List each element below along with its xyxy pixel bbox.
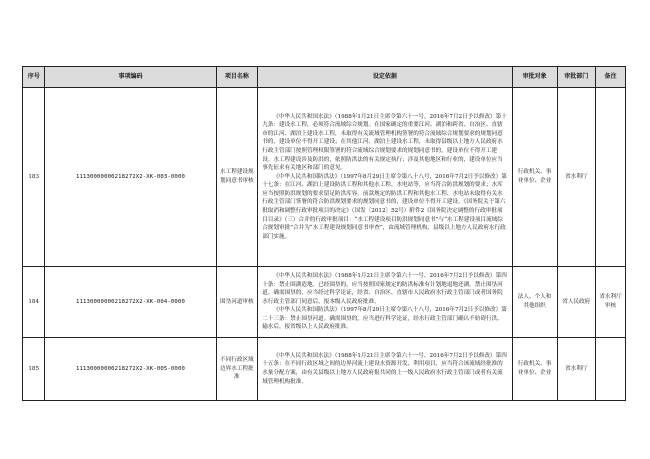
basis-paragraph: 《中华人民共和国水法》（1988年1月21日主席令第六十一号，2016年7月2日予以修改）第十九条：建设水工程，必须符合流域综合规划。在国家确定的重要江河、湖泊和跨省、自治区、直辖市的江河、湖泊上建设水工程，未取得有关流域管理机构签署的符合流域综合规划要求的规划同意书的，建设单位不得开工建设；在其他江河、湖泊上建设水工程，未取得县级以上地方人民政府水行政主管部门按照管理权限签署的符合流域综合规划要求的规划同意书的，建设单位不得开工建设。水工程建设涉及防洪的，依照防洪法的有关规定执行；涉及其他地区和行业的，建设单位应当事先征求有关地区和部门的意见。: [262, 113, 507, 172]
cell-code: 11130000000218272X2-XK-004-0000: [45, 267, 216, 338]
approval-table: [22, 66, 626, 401]
cell-basis: [258, 338, 512, 401]
cell-object: 行政机关、事业单位、企业: [512, 338, 557, 401]
cell-dept: 省人民政府: [557, 267, 595, 338]
approval-items-table: [22, 66, 626, 401]
basis-paragraph: 《中华人民共和国防洪法》（1997年8月29日主席令第八十八号，2016年7月2日予以修改）第二十三条：禁止围垦河道。确需围垦的，应当进行科学论证，经水行政主管部门确认不妨碍行洪、输水后，报省级以上人民政府批准。: [262, 307, 507, 331]
table-row: [23, 338, 626, 401]
table-header-row: [23, 67, 626, 88]
basis-paragraph: 《中华人民共和国防洪法》（1997年8月29日主席令第八十八号，2016年7月2日予以修改）第十七条：在江河、湖泊上建设防洪工程和其他水工程、水电站等，应当符合防洪规划的要求；水库应当按照防洪规划的要求留足防洪库容。前款规定的防洪工程和其他水工程、水电站未取得有关水行政主管部门签署的符合防洪规划要求的规划同意书的，建设单位不得开工建设。《国务院关于第六批取消和调整行政审批项目的决定》（国发〔2012〕52号）附件2《国务院决定调整的行政审批项目目录》（三）合并的行政审批项目：“水工程建设项目防洪规划同意书”与“水工程建设项目流域综合规划审批”合并为“水工程建设规划同意书审查”，由流域管理机构、县级以上地方人民政府水行政部门实施。: [262, 173, 507, 240]
header-name: 项目名称: [216, 67, 258, 88]
cell-note: 省水利厅审核: [596, 267, 626, 338]
header-seq: 序号: [23, 67, 45, 88]
header-dept: 审批部门: [557, 67, 595, 88]
header-code: 事项编码: [45, 67, 216, 88]
cell-object: 行政机关、事业单位、企业: [512, 88, 557, 267]
cell-seq: 183: [23, 88, 45, 267]
cell-basis: [258, 88, 512, 267]
cell-code: 11130000000218272X2-XK-003-0000: [45, 88, 216, 267]
cell-name: 水工程建设规划同意书审核: [216, 88, 258, 267]
cell-name: 围垦河道审核: [216, 267, 258, 338]
header-note: 备注: [596, 67, 626, 88]
cell-dept: 省水利厅: [557, 88, 595, 267]
cell-object: 法人、个人和其他组织: [512, 267, 557, 338]
basis-paragraph: 《中华人民共和国水法》（1988年1月21日主席令第六十一号，2016年7月2日予以修改）第四十条：禁止围湖造地。已经围垦的，应当按照国家规定的防洪标准有计划地退地还湖。禁止围垦河道。确需围垦的，应当经过科学论证，经省、自治区、直辖市人民政府水行政主管部门或者国务院水行政主管部门同意后，报本级人民政府批准。: [262, 272, 507, 305]
basis-paragraph: 《中华人民共和国水法》（1988年1月21日主席令第六十一号，2016年7月2日予以修改）第四十五条：在不同行政区域之间的边界河流上建设水资源开发、利用项目，应当符合该流域经批准的水量分配方案，由有关县级以上地方人民政府报共同的上一级人民政府水行政主管部门或者有关流域管理机构批准。: [262, 352, 507, 385]
table-row: [23, 267, 626, 338]
table-row: [23, 88, 626, 267]
cell-basis: [258, 267, 512, 338]
cell-seq: 184: [23, 267, 45, 338]
cell-note: [596, 338, 626, 401]
header-basis: 设定依据: [258, 67, 512, 88]
cell-dept: 省水利厅: [557, 338, 595, 401]
header-object: 审批对象: [512, 67, 557, 88]
cell-seq: 185: [23, 338, 45, 401]
cell-code: 11130000000218272X2-XK-005-0000: [45, 338, 216, 401]
cell-note: [596, 88, 626, 267]
cell-name: 不同行政区域边界水工程批准: [216, 338, 258, 401]
